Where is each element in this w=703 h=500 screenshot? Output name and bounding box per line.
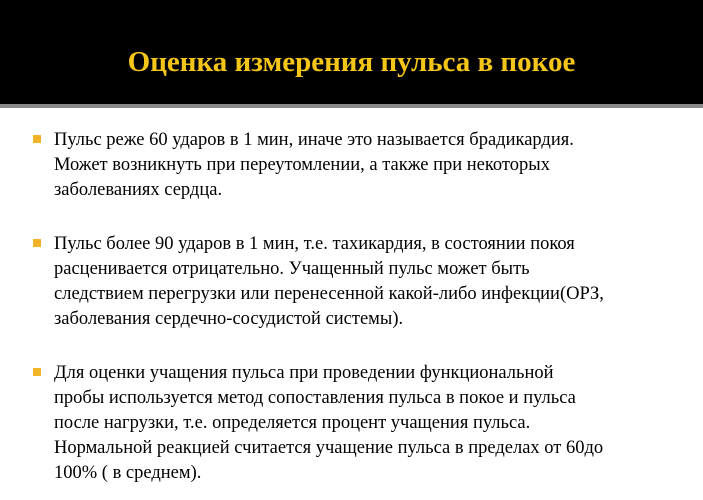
text-line: Может возникнуть при переутомлении, а также при некоторых	[54, 155, 550, 175]
text-line: пробы используется метод сопоставления пульса в покое и пульса	[54, 388, 576, 408]
bullet-text	[54, 128, 703, 203]
text-line: Нормальной реакцией считается учащение пульса в пределах от 60до	[54, 438, 604, 458]
text-line: после нагрузки, т.е. определяется процент учащения пульса.	[54, 413, 531, 433]
title-bar	[0, 0, 703, 108]
text-line: следствием перегрузки или перенесенной какой-либо инфекции(ОРЗ,	[54, 284, 604, 304]
text-line: заболевания сердечно-сосудистой системы).	[54, 309, 404, 329]
text-line: расценивается отрицательно. Учащенный пульс может быть	[54, 259, 530, 279]
text-line: 100% ( в среднем).	[54, 463, 202, 483]
text-line: Пульс более 90 ударов в 1 мин, т.е. тахикардия, в состоянии покоя	[54, 234, 575, 254]
text-line: заболеваниях сердца.	[54, 180, 223, 200]
slide-title: Оценка измерения пульса в покое	[127, 46, 576, 78]
square-bullet-icon	[33, 368, 41, 376]
bullet-text	[54, 232, 703, 332]
text-line: Для оценки учащения пульса при проведении функциональной	[54, 363, 554, 383]
text-line: Пульс реже 60 ударов в 1 мин, иначе это называется брадикардия.	[54, 130, 574, 150]
square-bullet-icon	[33, 239, 41, 247]
slide-content	[0, 108, 703, 500]
bullet-text	[54, 361, 703, 486]
square-bullet-icon	[33, 135, 41, 143]
